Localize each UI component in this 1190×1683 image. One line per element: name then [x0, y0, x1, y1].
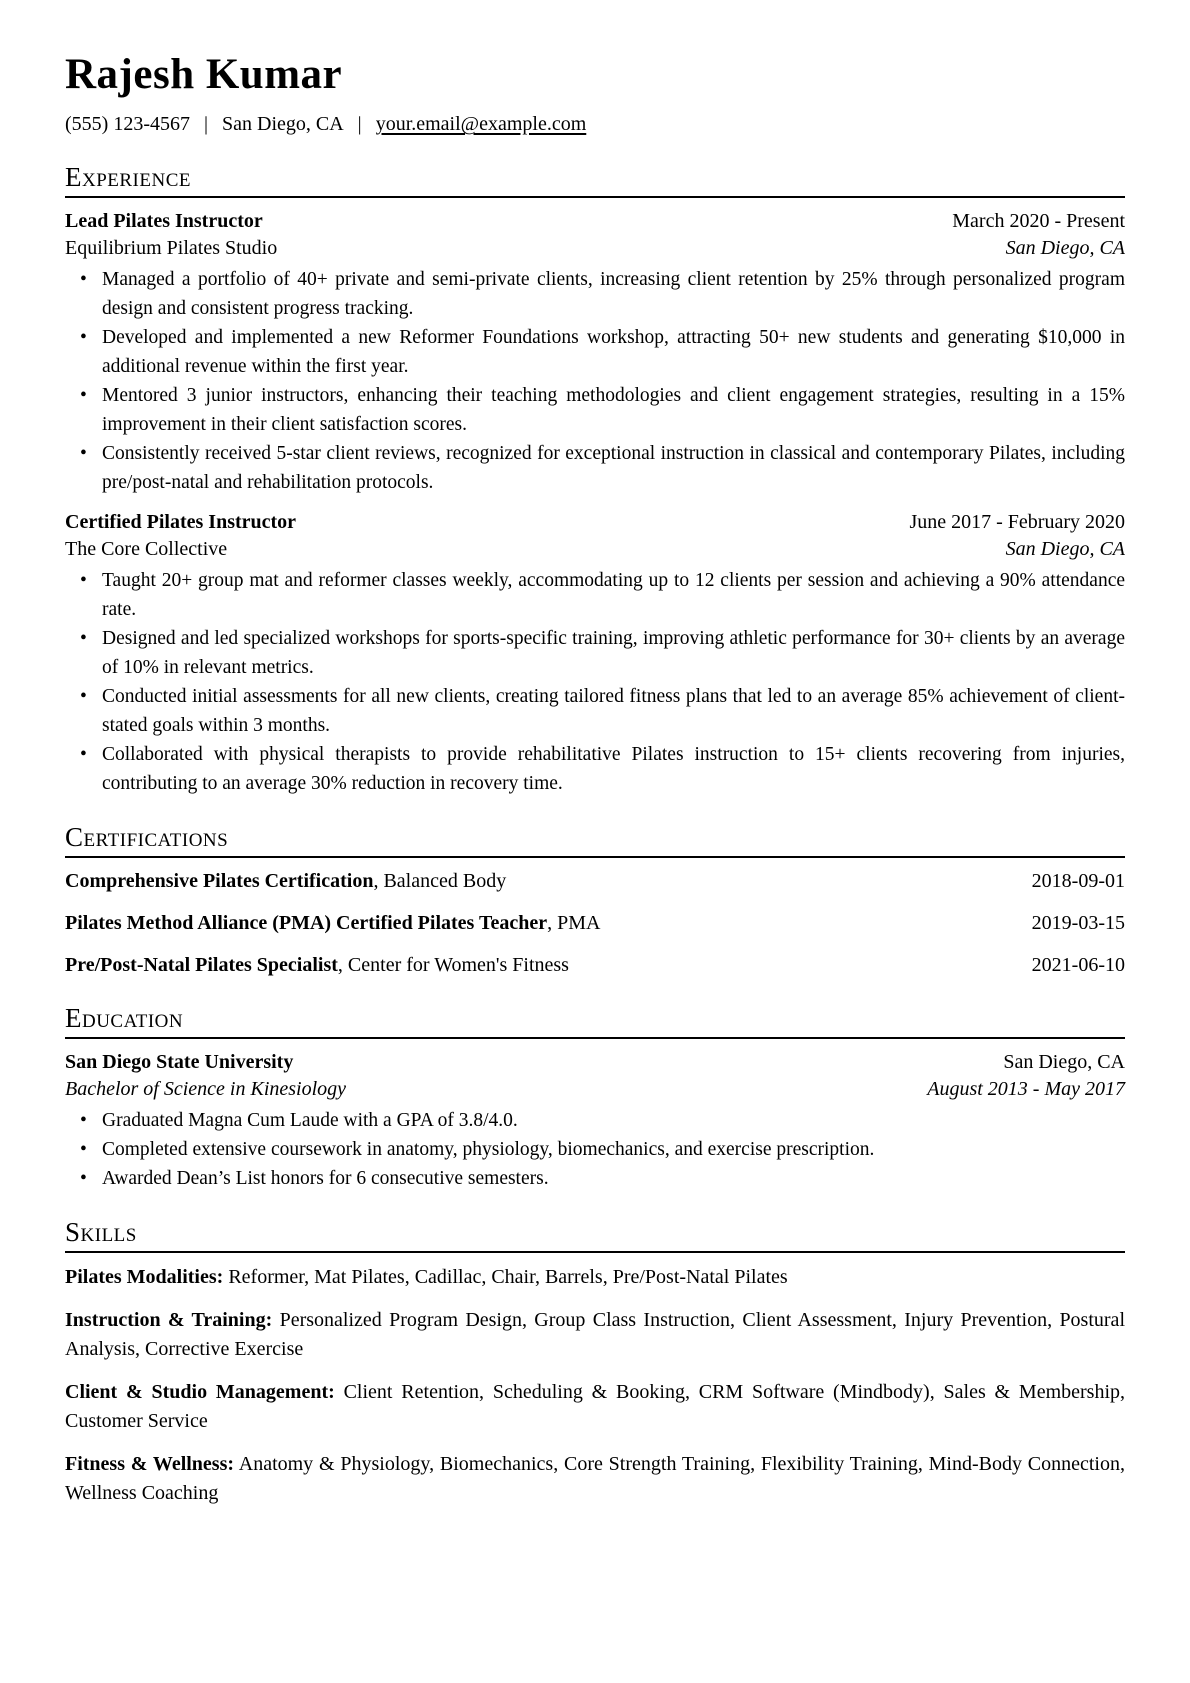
skill-values: Reformer, Mat Pilates, Cadillac, Chair, Barrels, Pre/Post-Natal Pilates: [228, 1266, 788, 1288]
skill-category-label: Fitness & Wellness:: [65, 1453, 235, 1475]
certification-date: 2021-06-10: [1031, 954, 1125, 976]
job-bullet: • Designed and led specialized workshops for sports-specific training, improving athletic performance for 30+ clients by an average of 10% in relevant metrics.: [65, 624, 1125, 682]
experience-entry: [65, 509, 1125, 798]
entry-subheader-row: [65, 536, 1125, 563]
job-bullet: • Taught 20+ group mat and reformer classes weekly, accommodating up to 12 clients per session and achieving a 90% attendance rate.: [65, 566, 1125, 624]
certification-issuer: , Balanced Body: [373, 870, 507, 892]
section-title-education: Education: [65, 1003, 1125, 1039]
section-title-certifications: Certifications: [65, 822, 1125, 858]
job-bullet: • Mentored 3 junior instructors, enhancing their teaching methodologies and client engagement strategies, resulting in a 15% improvement in their client satisfaction scores.: [65, 381, 1125, 439]
school-location: San Diego, CA: [1003, 1051, 1125, 1073]
section-title-experience: Experience: [65, 162, 1125, 198]
skill-values: Client Retention, Scheduling & Booking, CRM Software (Mindbody), Sales & Membership, Customer Service: [65, 1381, 1126, 1432]
section-certifications: [65, 822, 1125, 979]
skill-line: [65, 1263, 1125, 1292]
job-company: The Core Collective: [65, 538, 228, 560]
certification-date: 2018-09-01: [1031, 870, 1125, 892]
certification-text: [65, 910, 600, 937]
section-title-skills: Skills: [65, 1217, 1125, 1253]
section-skills: [65, 1217, 1125, 1508]
certification-issuer: , Center for Women's Fitness: [337, 954, 569, 976]
degree-name: Bachelor of Science in Kinesiology: [65, 1078, 347, 1100]
email-link[interactable]: your.email@example.com: [375, 113, 587, 135]
school-name: San Diego State University: [65, 1051, 294, 1073]
contact-line: [65, 113, 1125, 136]
skill-category-label: Client & Studio Management:: [65, 1381, 335, 1403]
certification-name: Pilates Method Alliance (PMA) Certified Pilates Teacher: [65, 912, 548, 934]
job-company: Equilibrium Pilates Studio: [65, 237, 278, 259]
certification-date: 2019-03-15: [1031, 912, 1125, 934]
contact-separator: |: [203, 113, 208, 135]
job-location: San Diego, CA: [1005, 538, 1125, 560]
job-location: San Diego, CA: [1005, 237, 1125, 259]
skill-line: [65, 1378, 1125, 1436]
certification-name: Comprehensive Pilates Certification: [65, 870, 374, 892]
experience-entry: [65, 208, 1125, 497]
job-bullet-list: [65, 566, 1125, 798]
job-bullet: • Managed a portfolio of 40+ private and semi-private clients, increasing client retention by 25% through personalized program design and consistent progress tracking.: [65, 265, 1125, 323]
skill-category-label: Instruction & Training:: [65, 1309, 273, 1331]
entry-header-row: [65, 1049, 1125, 1076]
job-dates: June 2017 - February 2020: [909, 511, 1125, 533]
certification-row: [65, 868, 1125, 895]
job-bullet: • Collaborated with physical therapists to provide rehabilitative Pilates instruction to 15+ clients recovering from injuries, contributing to an average 30% reduction in recovery time.: [65, 740, 1125, 798]
skill-line: [65, 1450, 1125, 1508]
contact-location: San Diego, CA: [222, 113, 344, 135]
certification-text: [65, 952, 569, 979]
skill-line: [65, 1306, 1125, 1364]
certification-row: [65, 910, 1125, 937]
education-entry: [65, 1049, 1125, 1193]
job-bullet: • Consistently received 5-star client reviews, recognized for exceptional instruction in classical and contemporary Pilates, including pre/post-natal and rehabilitation protocols.: [65, 439, 1125, 497]
education-bullet: • Awarded Dean’s List honors for 6 consecutive semesters.: [65, 1164, 1125, 1193]
section-education: [65, 1003, 1125, 1193]
contact-separator: |: [357, 113, 362, 135]
person-name: Rajesh Kumar: [65, 51, 343, 98]
entry-subheader-row: [65, 1076, 1125, 1103]
certification-row: [65, 952, 1125, 979]
certification-text: [65, 868, 506, 895]
job-bullet: • Developed and implemented a new Reformer Foundations workshop, attracting 50+ new students and generating $10,000 in additional revenue within the first year.: [65, 323, 1125, 381]
certification-issuer: , PMA: [547, 912, 601, 934]
entry-header-row: [65, 208, 1125, 235]
job-dates: March 2020 - Present: [952, 210, 1125, 232]
education-dates: August 2013 - May 2017: [927, 1078, 1125, 1100]
education-bullet-list: [65, 1106, 1125, 1193]
education-bullet: • Completed extensive coursework in anatomy, physiology, biomechanics, and exercise prescription.: [65, 1135, 1125, 1164]
job-bullet: • Conducted initial assessments for all new clients, creating tailored fitness plans that led to an average 85% achievement of client-stated goals within 3 months.: [65, 682, 1125, 740]
phone-number: (555) 123-4567: [65, 113, 190, 135]
section-experience: [65, 162, 1125, 798]
job-title: Certified Pilates Instructor: [65, 511, 297, 533]
certification-name: Pre/Post-Natal Pilates Specialist: [65, 954, 338, 976]
entry-header-row: [65, 509, 1125, 536]
job-title: Lead Pilates Instructor: [65, 210, 263, 232]
skill-values: Personalized Program Design, Group Class Instruction, Client Assessment, Injury Prevention, Postural Analysis, Corrective Exercise: [65, 1309, 1125, 1360]
job-bullet-list: [65, 265, 1125, 497]
skill-category-label: Pilates Modalities:: [65, 1266, 224, 1288]
education-bullet: • Graduated Magna Cum Laude with a GPA of 3.8/4.0.: [65, 1106, 1125, 1135]
entry-subheader-row: [65, 235, 1125, 262]
skill-values: Anatomy & Physiology, Biomechanics, Core Strength Training, Flexibility Training, Mind-Body Connection, Wellness Coaching: [65, 1453, 1125, 1504]
